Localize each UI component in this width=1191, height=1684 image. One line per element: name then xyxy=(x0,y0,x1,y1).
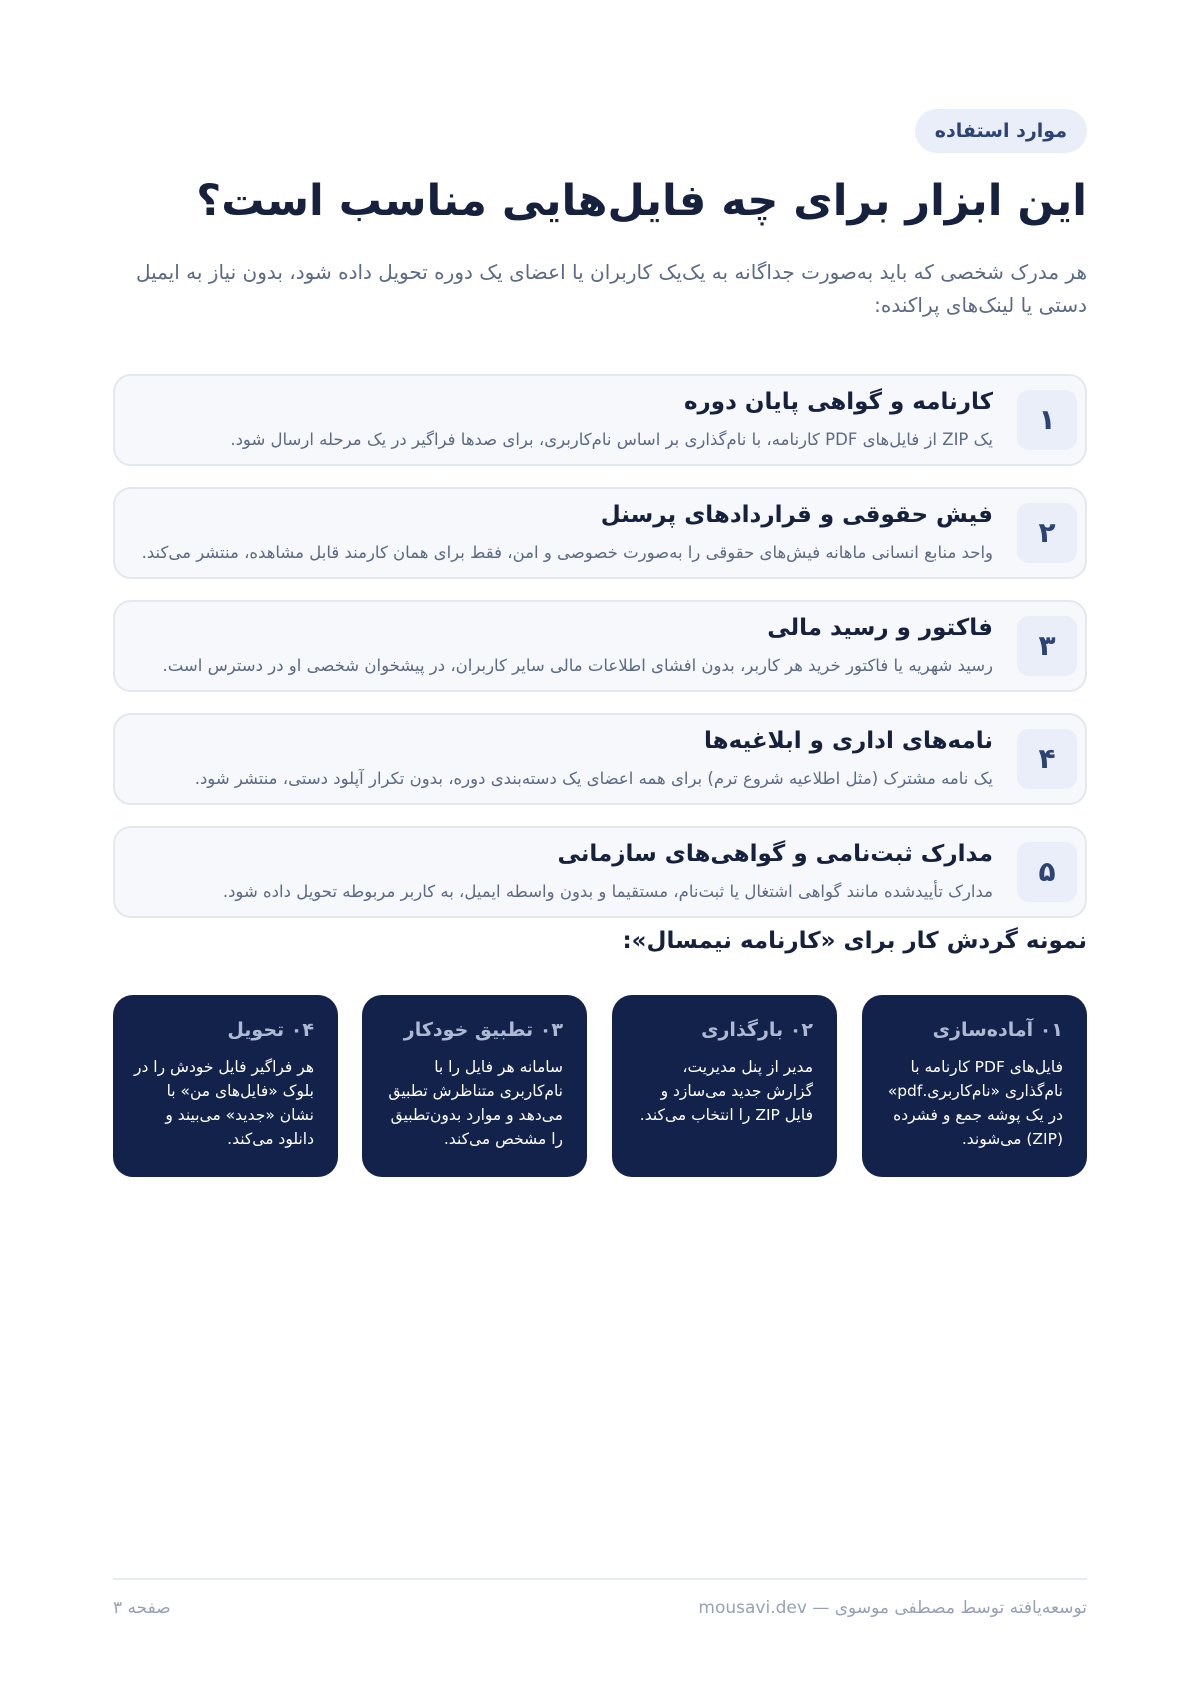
use-case-card xyxy=(113,487,1087,579)
use-case-description: واحد منابع انسانی ماهانه فیش‌های حقوقی را به‌صورت خصوصی و امن، فقط برای همان کارمند قابل مشاهده، منتشر می‌کند. xyxy=(141,543,993,562)
use-case-card xyxy=(113,713,1087,805)
workflow-steps xyxy=(113,995,1087,1177)
use-case-title: فاکتور و رسید مالی xyxy=(767,615,993,641)
use-case-number: ۴ xyxy=(1017,729,1077,789)
page-title: این ابزار برای چه فایل‌هایی مناسب است؟ xyxy=(196,176,1087,226)
use-case-title: فیش حقوقی و قراردادهای پرسنل xyxy=(600,502,993,528)
section-badge: موارد استفاده xyxy=(915,109,1087,153)
workflow-step-description: سامانه هر فایل را با نام‌کاربری متناظرش تطبیق می‌دهد و موارد بدون‌تطبیق را مشخص می‌کند. xyxy=(388,1058,563,1148)
use-case-number: ۱ xyxy=(1017,390,1077,450)
page-number: صفحه ۳ xyxy=(113,1598,171,1618)
use-case-description: یک ZIP از فایل‌های PDF کارنامه، با نام‌گذاری بر اساس نام‌کاربری، برای صدها فراگیر در یک مرحله ارسال شود. xyxy=(230,430,993,449)
workflow-step-card xyxy=(113,995,338,1177)
use-case-description: رسید شهریه یا فاکتور خرید هر کاربر، بدون افشای اطلاعات مالی سایر کاربران، در پیشخوان شخصی او در دسترس است. xyxy=(162,656,993,675)
workflow-step-title: ۰۲ بارگذاری xyxy=(701,1019,813,1041)
use-case-card xyxy=(113,374,1087,466)
workflow-step-card xyxy=(612,995,837,1177)
use-case-card xyxy=(113,600,1087,692)
workflow-step-title: ۰۳ تطبیق خودکار xyxy=(403,1019,563,1041)
use-case-number: ۵ xyxy=(1017,842,1077,902)
use-case-title: کارنامه و گواهی پایان دوره xyxy=(683,389,993,415)
workflow-step-title: ۰۱ آماده‌سازی xyxy=(932,1019,1063,1041)
workflow-step-description: هر فراگیر فایل خودش را در بلوک «فایل‌های من» با نشان «جدید» می‌بیند و دانلود می‌کند. xyxy=(133,1058,314,1148)
use-case-description: یک نامه مشترک (مثل اطلاعیه شروع ترم) برای همه اعضای یک دسته‌بندی دوره، بدون تکرار آپلود دستی، منتشر شود. xyxy=(194,769,993,788)
use-case-description: مدارک تأییدشده مانند گواهی اشتغال یا ثبت‌نام، مستقیما و بدون واسطه ایمیل، به کاربر مربوطه تحویل داده شود. xyxy=(222,882,993,901)
footer-credit: توسعه‌یافته توسط مصطفی موسوی — mousavi.dev xyxy=(698,1598,1087,1618)
lead-paragraph: هر مدرک شخصی که باید به‌صورت جداگانه به یک‌یک کاربران یا اعضای یک دوره تحویل داده شود، بدون نیاز به ایمیل دستی یا لینک‌های پراکنده: xyxy=(135,260,1087,317)
workflow-step-card xyxy=(862,995,1087,1177)
workflow-step-description: مدیر از پنل مدیریت، گزارش جدید می‌سازد و فایل ZIP را انتخاب می‌کند. xyxy=(639,1058,813,1124)
use-case-number: ۲ xyxy=(1017,503,1077,563)
use-case-card xyxy=(113,826,1087,918)
document-page xyxy=(113,0,1087,1684)
workflow-step-title: ۰۴ تحویل xyxy=(227,1019,314,1041)
use-case-number: ۳ xyxy=(1017,616,1077,676)
use-case-title: مدارک ثبت‌نامی و گواهی‌های سازمانی xyxy=(557,841,993,867)
use-case-list xyxy=(113,374,1087,939)
workflow-step-card xyxy=(362,995,587,1177)
workflow-heading: نمونه گردش کار برای «کارنامه نیمسال»: xyxy=(622,928,1087,954)
use-case-title: نامه‌های اداری و ابلاغیه‌ها xyxy=(704,728,993,754)
footer-divider xyxy=(113,1578,1087,1580)
workflow-step-description: فایل‌های PDF کارنامه با نام‌گذاری «نام‌کاربری.pdf» در یک پوشه جمع و فشرده (ZIP) می‌شوند. xyxy=(887,1058,1063,1148)
